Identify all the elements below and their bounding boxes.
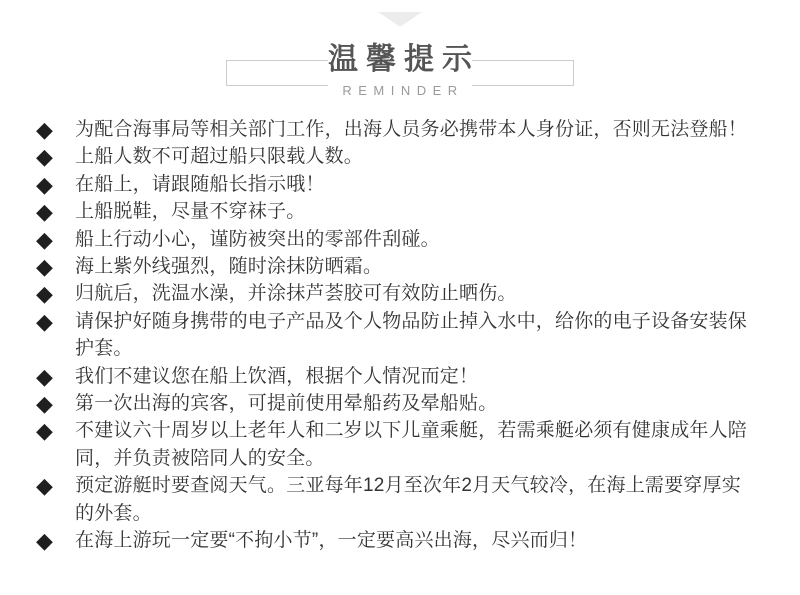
page-subtitle: REMINDER bbox=[342, 83, 464, 98]
diamond-bullet-icon: ◆ bbox=[36, 281, 53, 307]
list-item bbox=[36, 198, 758, 225]
reminder-text: 船上行动小心，谨防被突出的零部件刮碰。 bbox=[75, 228, 440, 250]
reminder-text: 第一次出海的宾客，可提前使用晕船药及晕船贴。 bbox=[75, 393, 498, 415]
list-item bbox=[36, 116, 758, 143]
list-item bbox=[36, 363, 758, 390]
diamond-bullet-icon: ◆ bbox=[36, 363, 53, 389]
reminder-text: 上船人数不可超过船只限载人数。 bbox=[75, 146, 364, 168]
list-item bbox=[36, 308, 758, 363]
diamond-bullet-icon: ◆ bbox=[36, 418, 53, 444]
list-item bbox=[36, 527, 758, 554]
reminder-text: 归航后，洗温水澡，并涂抹芦荟胶可有效防止晒伤。 bbox=[75, 283, 517, 305]
diamond-bullet-icon: ◆ bbox=[36, 117, 53, 142]
list-item bbox=[36, 171, 758, 198]
reminder-text: 在船上，请跟随船长指示哦！ bbox=[75, 173, 325, 195]
diamond-bullet-icon: ◆ bbox=[36, 308, 53, 334]
reminder-text: 我们不建议您在船上饮酒，根据个人情况而定！ bbox=[75, 365, 479, 387]
list-item bbox=[36, 143, 758, 170]
diamond-bullet-icon: ◆ bbox=[36, 171, 53, 197]
left-bracket-line bbox=[226, 60, 328, 86]
diamond-bullet-icon: ◆ bbox=[36, 473, 53, 499]
down-triangle-icon bbox=[378, 12, 422, 27]
list-item bbox=[36, 472, 758, 527]
header bbox=[226, 45, 574, 98]
right-bracket-line bbox=[472, 60, 574, 86]
reminder-text: 在海上游玩一定要“不拘小节”，一定要高兴出海，尽兴而归！ bbox=[75, 530, 588, 552]
diamond-bullet-icon: ◆ bbox=[36, 226, 53, 252]
reminder-list bbox=[36, 116, 758, 555]
list-item bbox=[36, 226, 758, 253]
reminder-text: 不建议六十周岁以上老年人和二岁以下儿童乘艇，若需乘艇必须有健康成年人陪同，并负责被陪同人的安全。 bbox=[75, 420, 748, 469]
list-item bbox=[36, 417, 758, 472]
reminder-notice-page bbox=[0, 12, 800, 555]
diamond-bullet-icon: ◆ bbox=[36, 199, 53, 225]
list-item bbox=[36, 280, 758, 307]
list-item bbox=[36, 253, 758, 280]
diamond-bullet-icon: ◆ bbox=[36, 528, 53, 554]
page-title: 温馨提示 bbox=[328, 43, 480, 76]
reminder-text: 为配合海事局等相关部门工作，出海人员务必携带本人身份证，否则无法登船！ bbox=[75, 119, 748, 140]
reminder-text: 上船脱鞋，尽量不穿袜子。 bbox=[75, 201, 306, 223]
diamond-bullet-icon: ◆ bbox=[36, 254, 53, 280]
reminder-text: 海上紫外线强烈，随时涂抹防晒霜。 bbox=[75, 256, 383, 278]
reminder-text: 预定游艇时要查阅天气。三亚每年12月至次年2月天气较冷，在海上需要穿厚实的外套。 bbox=[75, 475, 741, 524]
list-item bbox=[36, 390, 758, 417]
diamond-bullet-icon: ◆ bbox=[36, 391, 53, 417]
reminder-text: 请保护好随身携带的电子产品及个人物品防止掉入水中，给你的电子设备安装保护套。 bbox=[75, 310, 748, 360]
diamond-bullet-icon: ◆ bbox=[36, 144, 53, 170]
